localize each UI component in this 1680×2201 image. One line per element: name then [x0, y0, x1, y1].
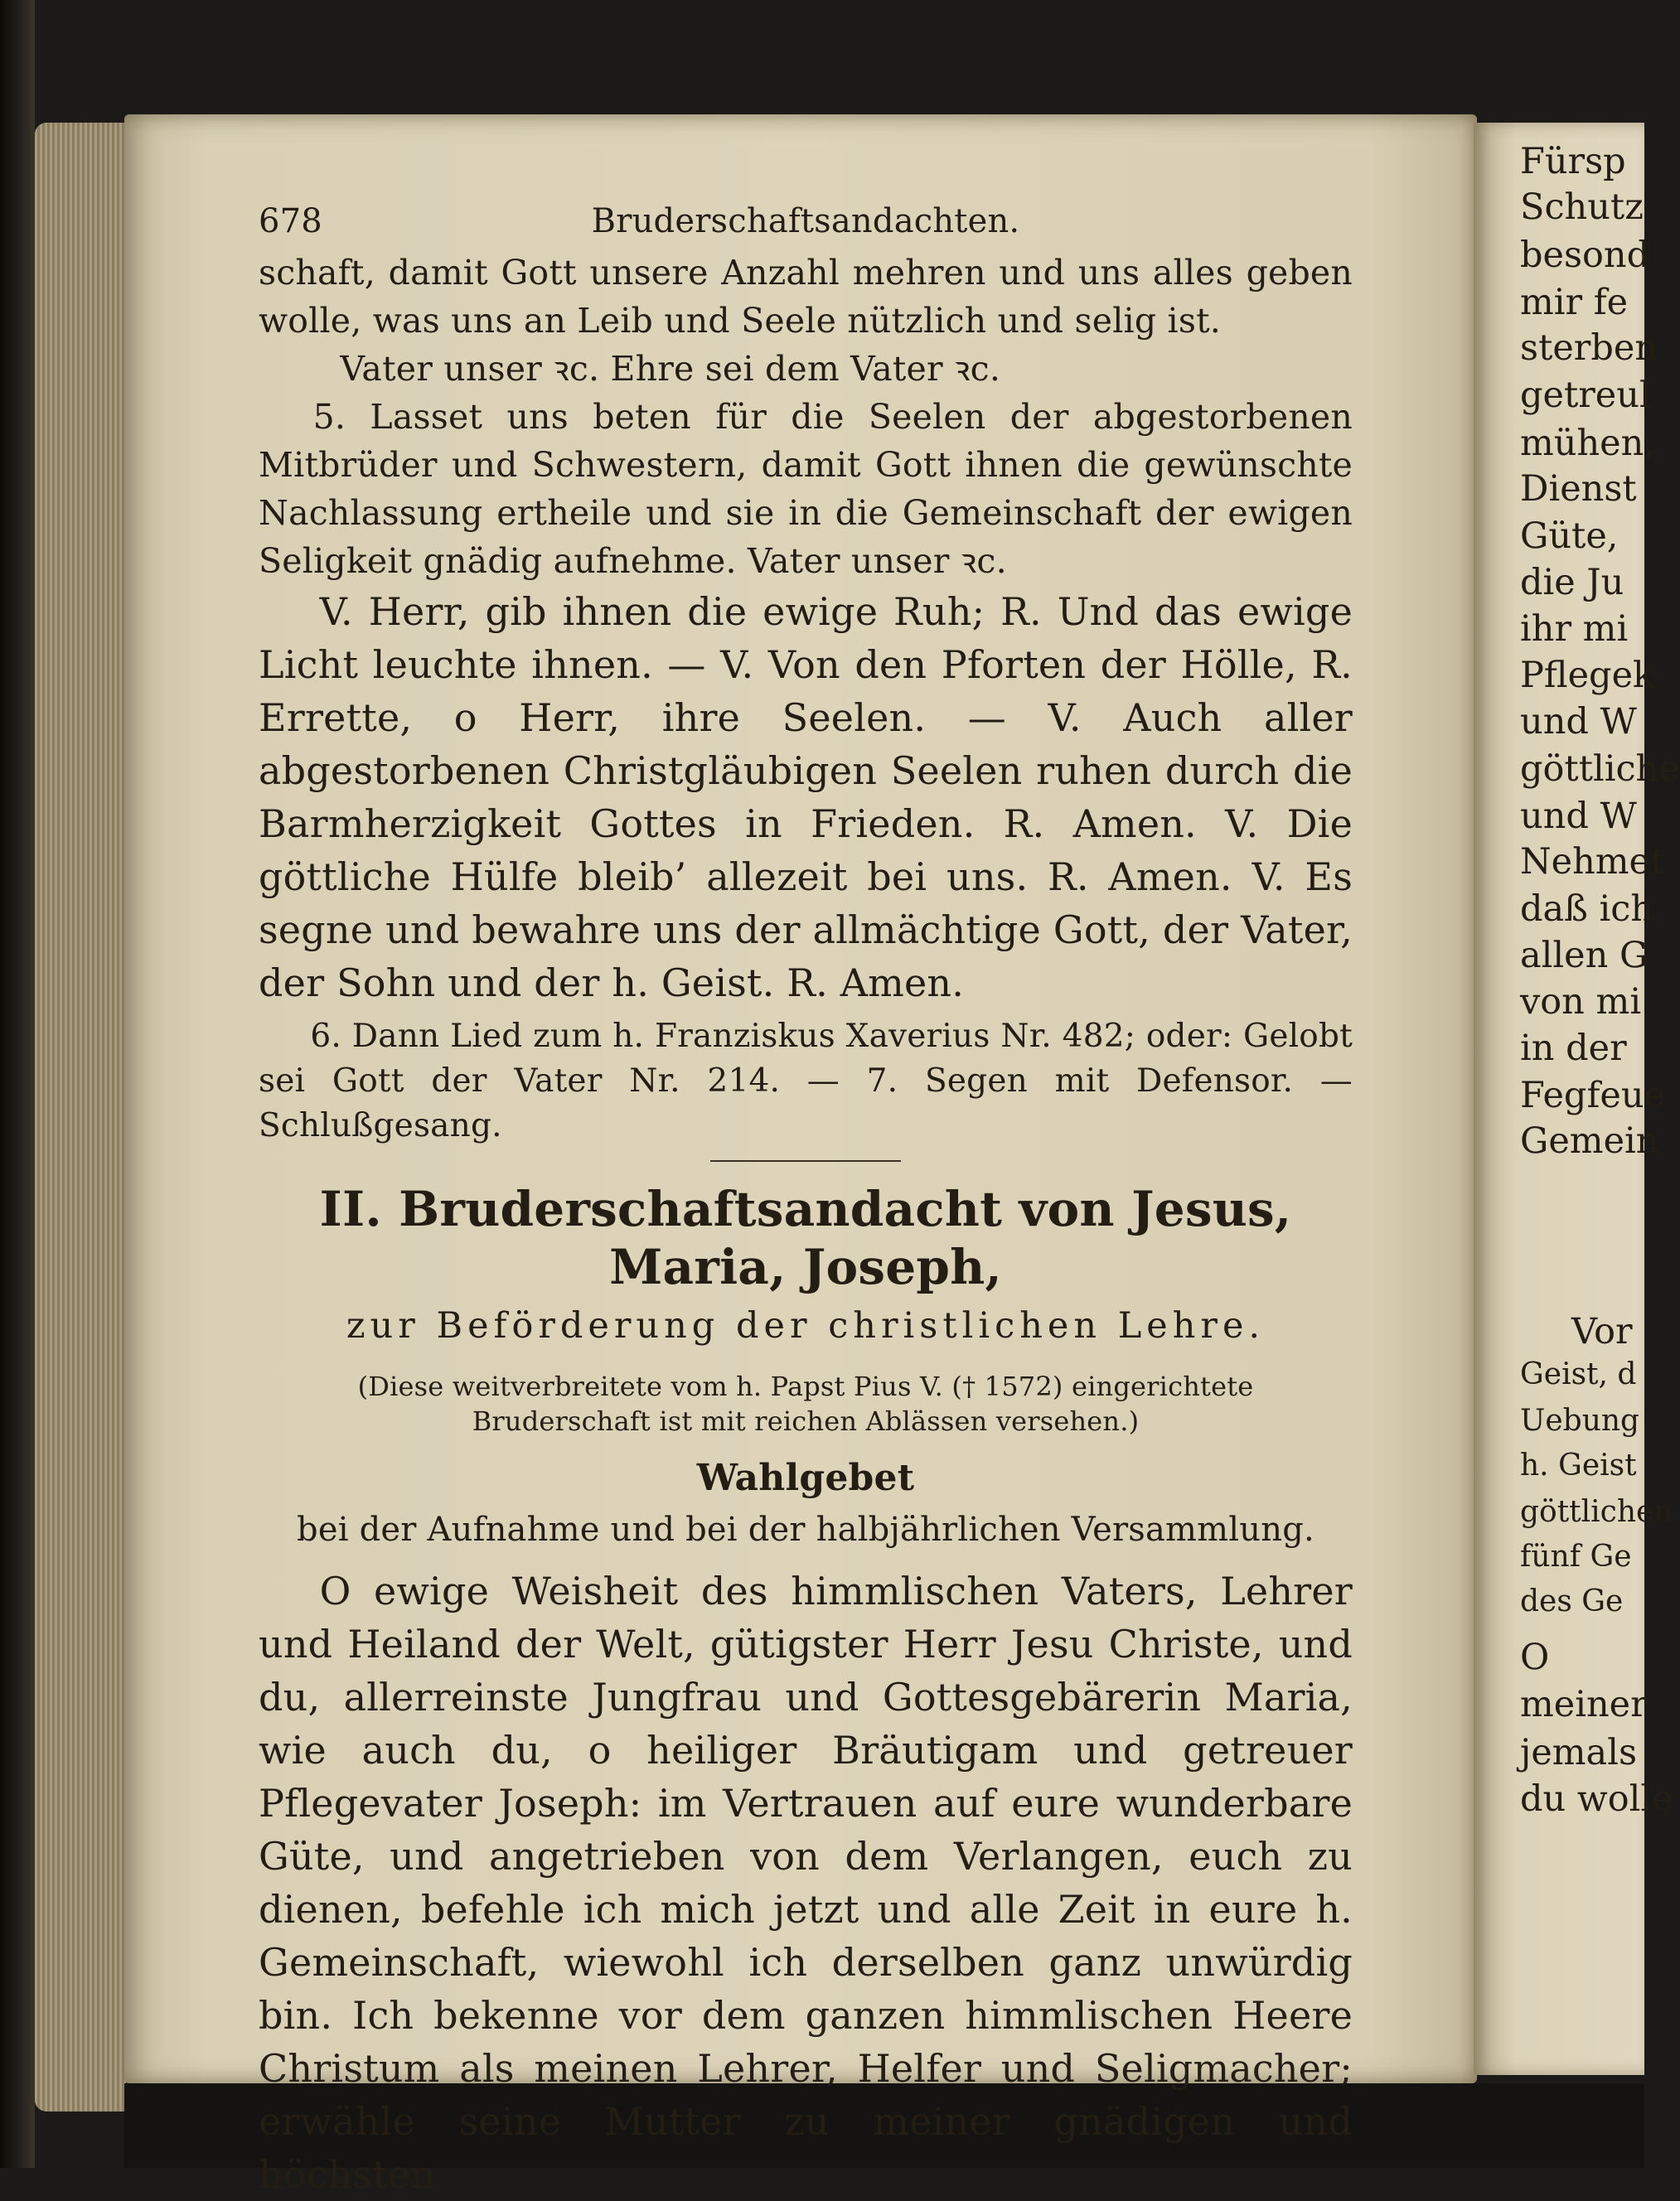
right-page-line: Gemein — [1520, 1120, 1659, 1162]
right-page-line: in der — [1520, 1028, 1627, 1069]
page-content — [259, 197, 1353, 2201]
right-page-line: Pflegek — [1520, 655, 1655, 696]
right-page-line: Uebung — [1520, 1404, 1640, 1438]
section-2-heading: II. Bruderschaftsandacht von Jesus, Maria, Joseph, — [319, 1181, 1292, 1295]
section-note: (Diese weitverbreitete vom h. Papst Pius V. († 1572) eingerichtete Bruderschaft ist mit reichen Ablässen versehen.) — [357, 1371, 1254, 1437]
item-5-paragraph: 5. Lasset uns beten für die Seelen der abgestorbenen Mitbrüder und Schwestern, damit Gott ihnen die gewünschte Nachlassung ertheile und sie in die Gemeinschaft der ewigen Seligkeit gnädig aufnehme. Vater unser ꝛc. — [259, 397, 1353, 581]
item-6-paragraph: 6. Dann Lied zum h. Franziskus Xaverius Nr. 482; oder: Gelobt sei Gott der Vater Nr. 214. — 7. Segen mit Defensor. — Schlußgesang. — [259, 1018, 1353, 1144]
right-page-line: göttlichen — [1520, 1495, 1673, 1529]
right-page-line: du wolle — [1520, 1778, 1673, 1820]
right-page-line: sterben — [1520, 327, 1658, 369]
our-father-line: Vater unser ꝛc. Ehre sei dem Vater ꝛc. — [340, 349, 1001, 389]
versicle-paragraph: V. Herr, gib ihnen die ewige Ruh; R. Und das ewige Licht leuchte ihnen. — V. Von den Pforten der Hölle, R. Errette, o Herr, ihre Seelen. — V. Auch aller abgestorbenen Christgläubigen Seelen ruhen durch die Barmherzigkeit Gottes in Frieden. R. Amen. V. Die göttliche Hülfe bleib’ allezeit bei uns. R. Amen. V. Es segne und bewahre uns der allmächtige Gott, der Vater, der Sohn und der h. Geist. R. Amen. — [259, 589, 1353, 1005]
right-page-line: und W — [1520, 796, 1637, 837]
right-page-line: mühen, — [1520, 423, 1655, 464]
prayer-paragraph: O ewige Weisheit des himmlischen Vaters, Lehrer und Heiland der Welt, gütigster Herr Jesu Christe, und du, allerreinste Jungfrau und Gottesgebärerin Maria, wie auch du, o heiliger Bräutigam und getreuer Pflegevater Joseph: im Vertrauen auf eure wunderbare Güte, und angetrieben von dem Verlangen, euch zu dienen, befehle ich mich jetzt und alle Zeit in eure h. Gemeinschaft, wiewohl ich derselben ganz unwürdig bin. Ich bekenne vor dem ganzen himmlischen Heere Christum als meinen Lehrer, Helfer und Seligmacher; erwähle seine Mutter zu meiner gnädigen und höchsten — [259, 1569, 1353, 2197]
running-head — [259, 197, 1353, 245]
right-page-line: ihr mi — [1520, 608, 1629, 650]
book-spine — [0, 0, 35, 2168]
right-page-line: des Ge — [1520, 1584, 1624, 1618]
right-page-line: O — [1520, 1637, 1550, 1678]
right-page-line: jemals — [1520, 1732, 1638, 1773]
prayer-subtitle: bei der Aufnahme und bei der halbjährlichen Versammlung. — [297, 1511, 1314, 1549]
page-number: 678 — [259, 202, 322, 240]
right-page-line: die Ju — [1520, 562, 1624, 603]
right-page-line: mir fe — [1520, 282, 1629, 323]
right-page-line: von mi — [1520, 981, 1642, 1023]
right-page-line: h. Geist — [1520, 1449, 1637, 1483]
right-page-line: Güte, — [1520, 515, 1619, 557]
right-page-line: Fürsp — [1520, 141, 1626, 182]
right-page-line: meiner — [1520, 1684, 1648, 1725]
prayer-title: Wahlgebet — [696, 1457, 915, 1499]
section-divider — [710, 1160, 901, 1162]
right-page-line: getreul — [1520, 375, 1651, 416]
right-page-line: Vor — [1571, 1311, 1633, 1352]
intro-paragraph: schaft, damit Gott unsere Anzahl mehren und uns alles geben wolle, was uns an Leib und Seele nützlich und selig ist. — [259, 253, 1353, 341]
right-page-line: Fegfeue — [1520, 1075, 1665, 1116]
right-page-line: Nehmet — [1520, 841, 1665, 883]
right-page — [1474, 123, 1680, 2075]
section-2-subheading: zur Beförderung der christlichen Lehre. — [346, 1305, 1266, 1347]
right-page-line: göttliche — [1520, 748, 1680, 790]
right-page-line: besond — [1520, 235, 1650, 276]
right-page-line: daß ich — [1520, 888, 1654, 930]
right-page-line: und W — [1520, 701, 1637, 743]
right-page-line: Dienst — [1520, 468, 1637, 510]
running-title: Bruderschaftsandachten. — [591, 202, 1020, 240]
right-page-line: fünf Ge — [1520, 1540, 1632, 1574]
right-page-line: Schutz — [1520, 186, 1644, 228]
right-page-line: Geist, d — [1520, 1357, 1637, 1391]
page-edges — [35, 123, 126, 2112]
right-page-line: allen G — [1520, 935, 1649, 976]
